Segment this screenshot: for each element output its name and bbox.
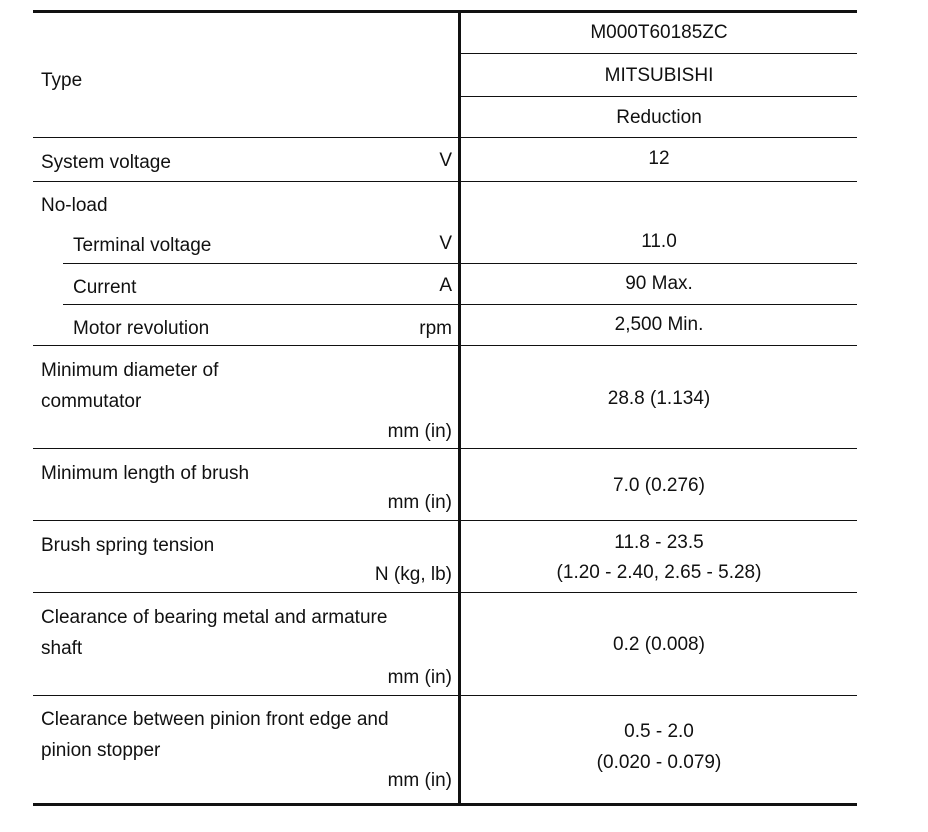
rule-type-1 <box>461 53 857 54</box>
bearing-clearance-value: 0.2 (0.008) <box>613 634 705 655</box>
terminal-voltage-label: Terminal voltage <box>73 235 212 256</box>
motor-revolution-label: Motor revolution <box>73 318 210 339</box>
type-label: Type <box>41 70 83 91</box>
no-load-label: No-load <box>41 195 108 216</box>
rule-bearing-clearance <box>33 695 857 696</box>
commutator-label-line-2: commutator <box>41 391 142 412</box>
motor-revolution-value: 2,500 Min. <box>614 314 704 335</box>
brush-length-label: Minimum length of brush <box>41 463 250 484</box>
spring-tension-value-line-1: 11.8 - 23.5 <box>614 532 704 553</box>
system-voltage-label: System voltage <box>41 152 171 173</box>
current-label: Current <box>73 277 137 298</box>
top-rule <box>33 10 857 13</box>
system-voltage-unit: V <box>439 150 452 171</box>
pinion-clearance-label-line-1: Clearance between pinion front edge and <box>41 709 389 730</box>
spring-tension-unit: N (kg, lb) <box>374 564 452 585</box>
pinion-clearance-value-line-2: (0.020 - 0.079) <box>596 752 722 773</box>
spring-tension-label: Brush spring tension <box>41 535 215 556</box>
brush-length-unit: mm (in) <box>387 492 452 513</box>
commutator-value: 28.8 (1.134) <box>607 388 711 409</box>
terminal-voltage-unit: V <box>439 233 452 254</box>
rule-commutator <box>33 448 857 449</box>
rule-type-2 <box>461 96 857 97</box>
type-kind: Reduction <box>616 107 702 128</box>
current-value: 90 Max. <box>625 273 693 294</box>
bearing-clearance-label-line-1: Clearance of bearing metal and armature <box>41 607 388 628</box>
bottom-rule <box>33 803 857 806</box>
bearing-clearance-label-line-2: shaft <box>41 638 83 659</box>
type-maker: MITSUBISHI <box>604 65 714 86</box>
motor-revolution-unit: rpm <box>419 318 452 339</box>
type-model: M000T60185ZC <box>590 22 728 43</box>
pinion-clearance-unit: mm (in) <box>387 770 452 791</box>
rule-brush-length <box>33 520 857 521</box>
current-unit: A <box>439 275 452 296</box>
pinion-clearance-value-line-1: 0.5 - 2.0 <box>624 721 694 742</box>
pinion-clearance-label-line-2: pinion stopper <box>41 740 161 761</box>
terminal-voltage-value: 11.0 <box>641 231 677 252</box>
rule-motor-revolution <box>33 345 857 346</box>
rule-spring-tension <box>33 592 857 593</box>
system-voltage-value: 12 <box>648 148 670 169</box>
commutator-label-line-1: Minimum diameter of <box>41 360 219 381</box>
bearing-clearance-unit: mm (in) <box>387 667 452 688</box>
brush-length-value: 7.0 (0.276) <box>613 475 705 496</box>
rule-system-voltage <box>33 181 857 182</box>
commutator-unit: mm (in) <box>387 421 452 442</box>
rule-type-end <box>33 137 857 138</box>
spring-tension-value-line-2: (1.20 - 2.40, 2.65 - 5.28) <box>556 562 762 583</box>
